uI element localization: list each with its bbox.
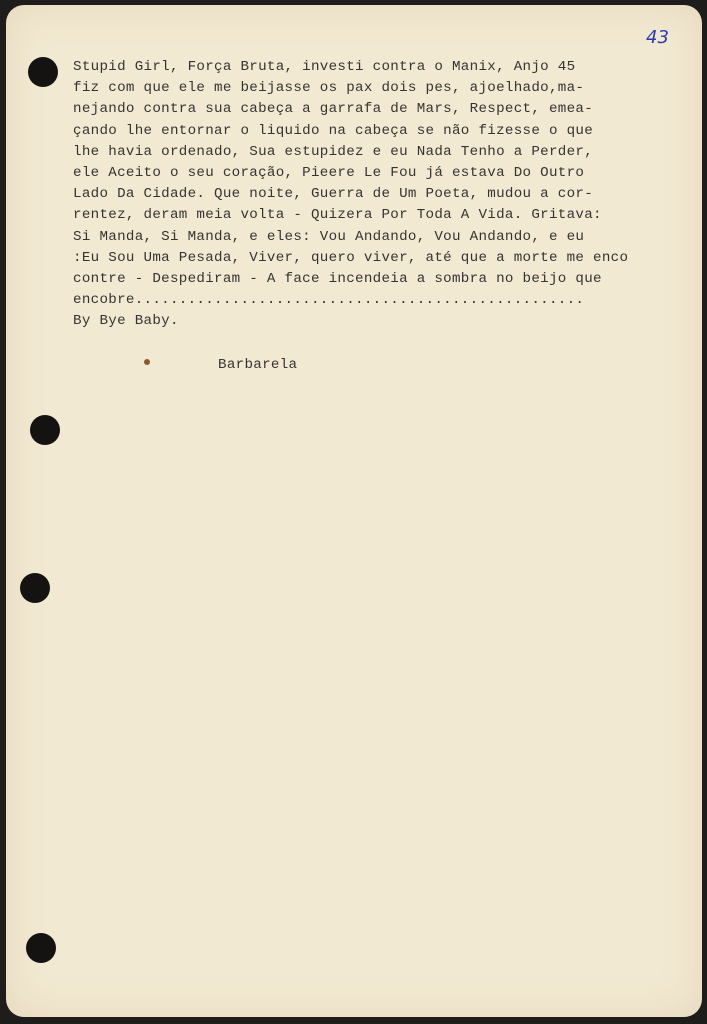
binder-hole-3 [20, 573, 50, 603]
binder-hole-1 [28, 57, 58, 87]
text-line-10: :Eu Sou Uma Pesada, Viver, quero viver, até que a morte me enco [73, 249, 629, 266]
text-line-6: ele Aceito o seu coração, Pieere Le Fou já estava Do Outro [73, 164, 585, 181]
text-line-9: Si Manda, Si Manda, e eles: Vou Andando, Vou Andando, e eu [73, 228, 585, 245]
text-line-4: çando lhe entornar o liquido na cabeça se não fizesse o que [73, 122, 594, 139]
typed-page [6, 5, 702, 1017]
text-line-1: Stupid Girl, Força Bruta, investi contra o Manix, Anjo 45 [73, 59, 576, 75]
typed-body [73, 57, 683, 332]
text-line-3: nejando contra sua cabeça a garrafa de Mars, Respect, emea- [73, 101, 594, 118]
text-line-13: By Bye Baby. [73, 313, 179, 330]
text-line-5: lhe havia ordenado, Sua estupidez e eu Nada Tenho a Perder, [73, 143, 594, 160]
text-line-8: rentez, deram meia volta - Quizera Por Toda A Vida. Gritava: [73, 207, 602, 224]
text-line-7: Lado Da Cidade. Que noite, Guerra de Um Poeta, mudou a cor- [73, 186, 594, 203]
text-line-12: encobre................................................... [73, 292, 585, 309]
text-line-11: contre - Despediram - A face incendeia a sombra no beijo que [73, 270, 602, 287]
signature: Barbarela [218, 357, 298, 373]
binder-hole-2 [30, 415, 60, 445]
ink-spot [144, 359, 150, 365]
binder-hole-4 [26, 933, 56, 963]
page-number: 43 [646, 27, 669, 48]
text-line-2: fiz com que ele me beijasse os pax dois pes, ajoelhado,ma- [73, 80, 585, 97]
